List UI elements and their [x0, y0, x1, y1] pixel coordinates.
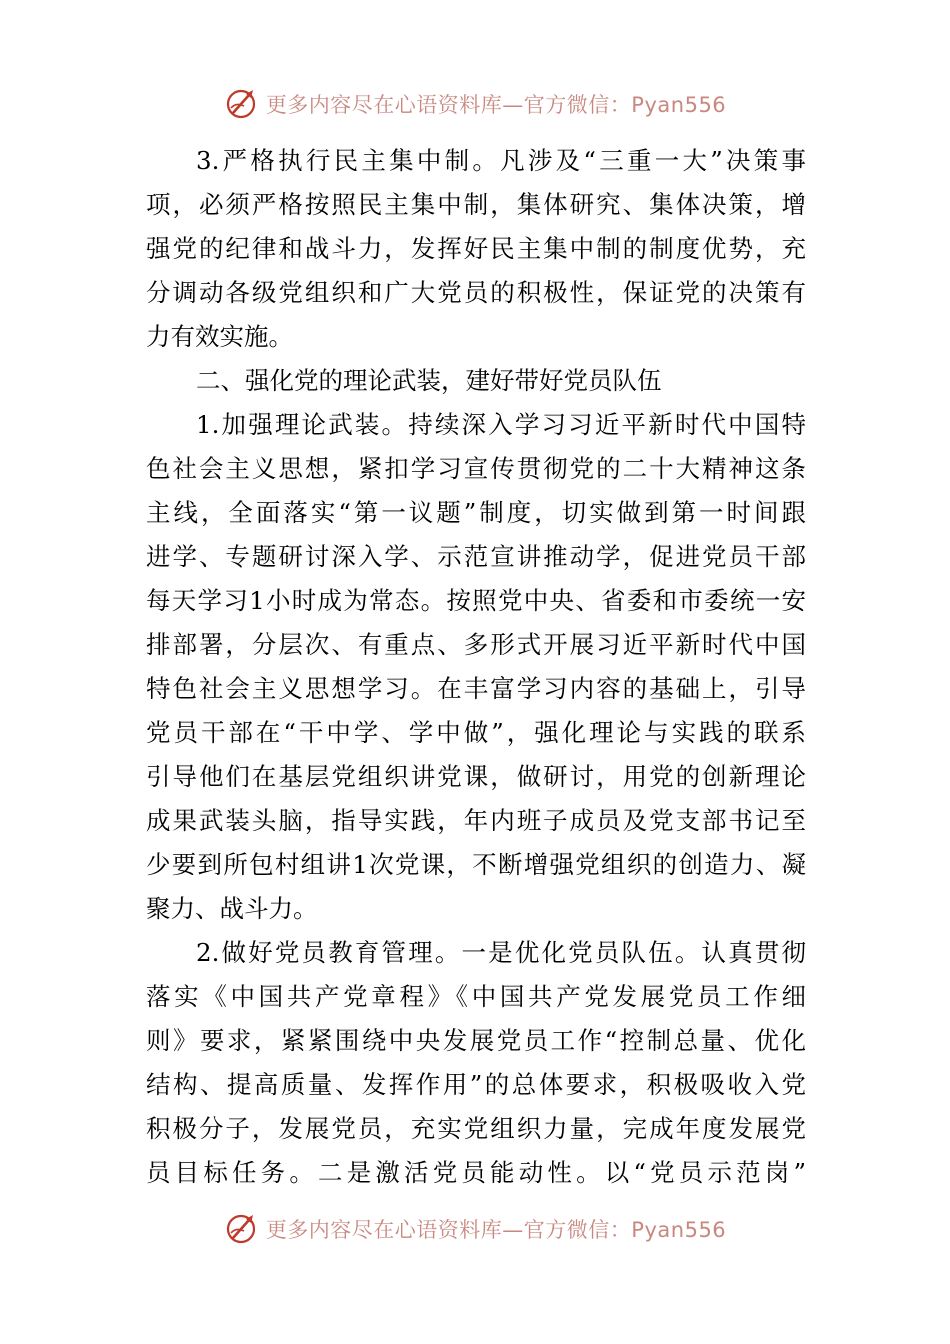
text-line: 则》要求，紧紧围绕中央发展党员工作“控制总量、优化 [146, 1026, 806, 1055]
banner-text: 更多内容尽在心语资料库—官方微信：Pyan556 [265, 93, 727, 117]
text-line: 2.做好党员教育管理。一是优化党员队伍。认真贯彻 [196, 938, 806, 967]
text-line: 1.加强理论武装。持续深入学习习近平新时代中国特 [196, 410, 806, 439]
text-line: 聚力、战斗力。 [146, 894, 318, 923]
text-line: 色社会主义思想，紧扣学习宣传贯彻党的二十大精神这条 [146, 454, 806, 483]
logo-icon [224, 1211, 260, 1247]
text-line: 进学、专题研讨深入学、示范宣讲推动学，促进党员干部 [146, 542, 806, 571]
text-line: 党员干部在“干中学、学中做”，强化理论与实践的联系 [146, 718, 806, 747]
logo-icon [224, 86, 260, 122]
banner-text: 更多内容尽在心语资料库—官方微信：Pyan556 [265, 1218, 727, 1242]
text-line: 强党的纪律和战斗力，发挥好民主集中制的制度优势，充 [146, 234, 806, 263]
text-line: 每天学习1小时成为常态。按照党中央、省委和市委统一安 [146, 586, 806, 615]
text-line: 主线，全面落实“第一议题”制度，切实做到第一时间跟 [146, 498, 806, 527]
text-line: 分调动各级党组织和广大党员的积极性，保证党的决策有 [146, 278, 806, 307]
header-banner [0, 84, 950, 124]
text-line: 积极分子，发展党员，充实党组织力量，完成年度发展党 [146, 1114, 806, 1143]
text-line: 二、强化党的理论武装，建好带好党员队伍 [196, 366, 662, 395]
text-line: 落实《中国共产党章程》《中国共产党发展党员工作细 [146, 982, 806, 1011]
text-line: 3.严格执行民主集中制。凡涉及“三重一大”决策事 [196, 146, 806, 175]
text-line: 员目标任务。二是激活党员能动性。以“党员示范岗” [146, 1158, 806, 1187]
text-line: 少要到所包村组讲1次党课，不断增强党组织的创造力、凝 [146, 850, 806, 879]
text-line: 力有效实施。 [146, 322, 293, 351]
document-body [146, 139, 806, 1195]
text-line: 排部署，分层次、有重点、多形式开展习近平新时代中国 [146, 630, 806, 659]
text-line: 特色社会主义思想学习。在丰富学习内容的基础上，引导 [146, 674, 806, 703]
footer-banner [0, 1209, 950, 1249]
text-line: 引导他们在基层党组织讲党课，做研讨，用党的创新理论 [146, 762, 806, 791]
text-line: 项，必须严格按照民主集中制，集体研究、集体决策，增 [146, 190, 806, 219]
text-line: 结构、提高质量、发挥作用”的总体要求，积极吸收入党 [146, 1070, 806, 1099]
text-line: 成果武装头脑，指导实践，年内班子成员及党支部书记至 [146, 806, 806, 835]
